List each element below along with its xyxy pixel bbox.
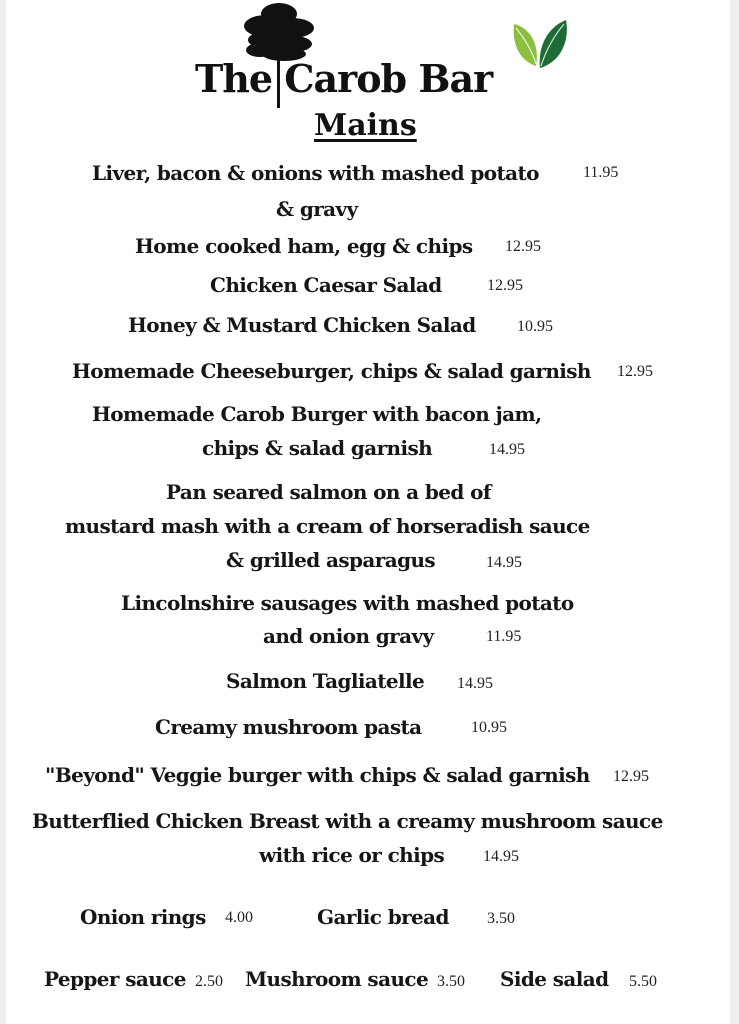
side-price: 3.50 — [437, 973, 465, 990]
dish-name-line: Pan seared salmon on a bed of — [166, 480, 491, 504]
dish-name-line: Home cooked ham, egg & chips — [135, 234, 473, 258]
side-price: 5.50 — [629, 973, 657, 990]
menu-page — [6, 0, 730, 1024]
dish-price: 11.95 — [583, 164, 619, 181]
dish-price: 10.95 — [471, 719, 507, 736]
side-name: Mushroom sauce — [245, 967, 429, 991]
dish-price: 12.95 — [487, 277, 523, 294]
dish-name-line: Lincolnshire sausages with mashed potato — [121, 591, 574, 615]
side-name: Pepper sauce — [44, 967, 186, 991]
dish-name-line: Homemade Cheeseburger, chips & salad garnish — [72, 359, 591, 383]
section-title: Mains — [314, 108, 417, 143]
side-name: Garlic bread — [317, 905, 449, 929]
dish-name-line: Liver, bacon & onions with mashed potato — [92, 161, 539, 185]
dish-name-line: "Beyond" Veggie burger with chips & salad garnish — [45, 763, 590, 787]
side-price: 4.00 — [225, 909, 253, 926]
dish-name-line: Homemade Carob Burger with bacon jam, — [92, 402, 542, 426]
side-name: Onion rings — [80, 905, 206, 929]
dish-price: 14.95 — [486, 554, 522, 571]
dish-name-line: Honey & Mustard Chicken Salad — [128, 313, 476, 337]
dish-name-line: Salmon Tagliatelle — [226, 669, 425, 693]
dish-name-line: with rice or chips — [259, 843, 445, 867]
dish-price: 12.95 — [505, 238, 541, 255]
dish-name-line: Chicken Caesar Salad — [210, 273, 442, 297]
dish-price: 12.95 — [617, 363, 653, 380]
dish-name-line: Butterflied Chicken Breast with a creamy mushroom sauce — [32, 809, 663, 833]
dish-name-line: chips & salad garnish — [202, 436, 433, 460]
dish-price: 14.95 — [483, 848, 519, 865]
side-price: 3.50 — [487, 910, 515, 927]
dish-name-line: mustard mash with a cream of horseradish sauce — [65, 514, 590, 538]
dish-price: 11.95 — [486, 628, 522, 645]
dish-name-line: & gravy — [276, 197, 358, 221]
dish-name-line: Creamy mushroom pasta — [155, 715, 422, 739]
green-leaves-icon — [512, 18, 568, 70]
dish-price: 12.95 — [613, 768, 649, 785]
dish-price: 14.95 — [457, 675, 493, 692]
dish-name-line: & grilled asparagus — [226, 548, 436, 572]
dish-name-line: and onion gravy — [263, 624, 434, 648]
dish-price: 14.95 — [489, 441, 525, 458]
restaurant-name: The Carob Bar — [195, 56, 493, 101]
dish-price: 10.95 — [517, 318, 553, 335]
side-name: Side salad — [500, 967, 609, 991]
side-price: 2.50 — [195, 973, 223, 990]
